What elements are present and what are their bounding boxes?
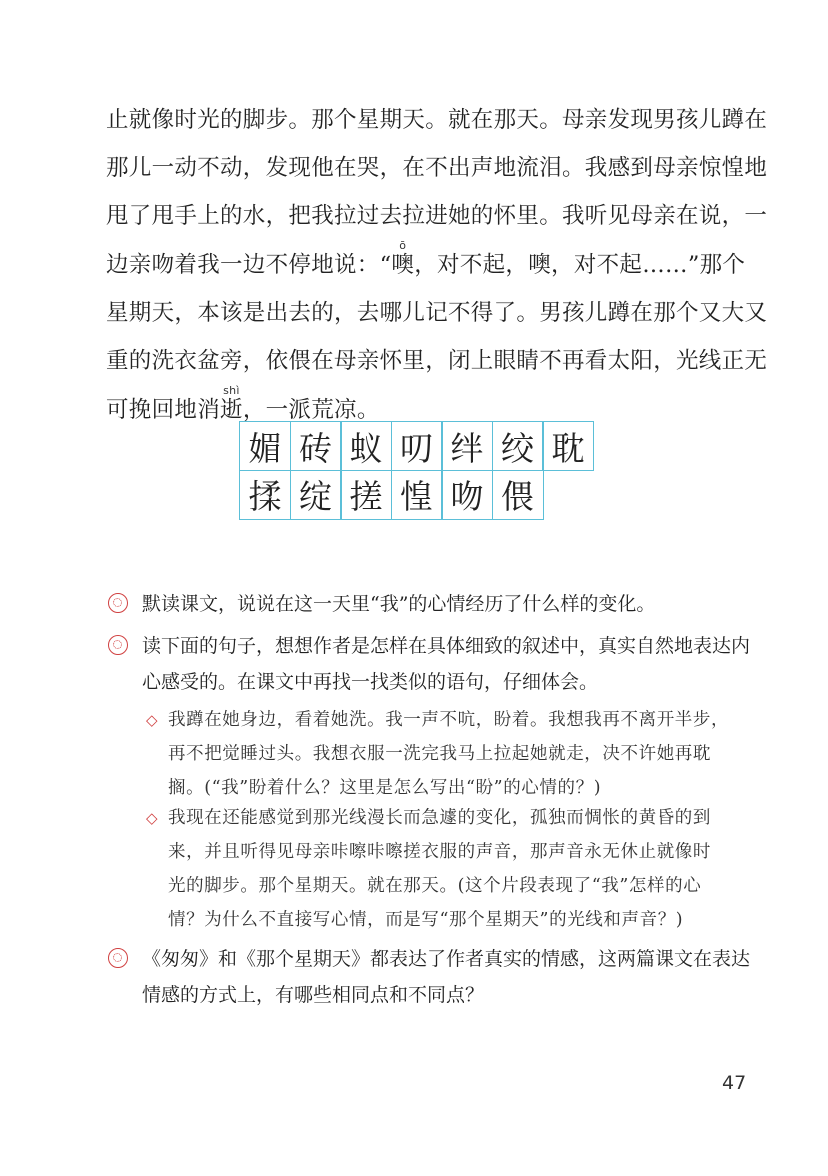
diamond-bullet-icon: ◇: [146, 809, 158, 827]
char-row-1: [239, 421, 593, 470]
char-cell: 绞: [492, 421, 544, 471]
char-cell: 媚: [239, 421, 291, 471]
seal-bullet-icon: [108, 593, 128, 613]
sentence-text: 情？为什么不直接写心情，而是写“那个星期天”的光线和声音？): [168, 910, 684, 930]
char-cell: 蚁: [340, 421, 392, 471]
char-cell: 偎: [492, 470, 544, 520]
char-cell: 吻: [441, 470, 493, 520]
exercise-text: 读下面的句子，想想作者是怎样在具体细致的叙述中，真实自然地表达内: [142, 635, 751, 657]
seal-bullet-icon: [108, 948, 128, 968]
story-line: 星期天，本该是出去的，去哪儿记不得了。男孩儿蹲在那个又大又: [106, 300, 768, 326]
story-line: 边亲吻着我一边不停地说：“噢ō，对不起，噢，对不起……”那个: [106, 239, 746, 278]
seal-bullet-icon: [108, 635, 128, 655]
pinyin-annotation: 噢ō: [391, 239, 415, 278]
char-cell: 砖: [290, 421, 342, 471]
sentence-text: 来，并且听得见母亲咔嚓咔嚓搓衣服的声音，那声音永无休止就像时: [168, 842, 711, 862]
exercise-text: 心感受的。在课文中再找一找类似的语句，仔细体会。: [142, 671, 599, 693]
char-cell: 绊: [441, 421, 493, 471]
sentence-text: 再不把觉睡过头。我想衣服一洗完我马上拉起她就走，决不许她再耽: [168, 744, 711, 764]
char-cell: 搓: [340, 470, 392, 520]
story-line: 重的洗衣盆旁，依偎在母亲怀里，闭上眼睛不再看太阳，光线正无: [106, 348, 768, 374]
sentence-text: 搁。(“我”盼着什么？这里是怎么写出“盼”的心情的？): [168, 778, 602, 798]
exercise-text: 情感的方式上，有哪些相同点和不同点？: [142, 984, 485, 1006]
story-line: 止就像时光的脚步。那个星期天。就在那天。母亲发现男孩儿蹲在: [106, 107, 768, 133]
char-cell: 叨: [391, 421, 443, 471]
sentence-text: 我蹲在她身边，看着她洗。我一声不吭，盼着。我想我再不离开半步，: [168, 710, 730, 730]
diamond-bullet-icon: ◇: [146, 711, 158, 729]
char-cell: 耽: [542, 421, 594, 471]
story-text: [106, 96, 768, 434]
new-characters-grid: [239, 421, 593, 518]
story-line: 那儿一动不动，发现他在哭，在不出声地流泪。我感到母亲惊惶地: [106, 155, 768, 181]
char-cell: 揉: [239, 470, 291, 520]
story-line: 可挽回地消逝shì，一派荒凉。: [106, 384, 380, 423]
page-number: 47: [722, 1072, 747, 1094]
exercise-text: 《匆匆》和《那个星期天》都表达了作者真实的情感，这两篇课文在表达: [142, 948, 751, 970]
pinyin-annotation: 逝shì: [220, 384, 243, 423]
sentence-text: 我现在还能感觉到那光线漫长而急遽的变化，孤独而惆怅的黄昏的到: [168, 808, 711, 828]
sentence-text: 光的脚步。那个星期天。就在那天。(这个片段表现了“我”怎样的心: [168, 876, 702, 896]
exercise-text: 默读课文，说说在这一天里“我”的心情经历了什么样的变化。: [142, 593, 656, 615]
char-row-2: [239, 470, 593, 519]
char-cell: 绽: [290, 470, 342, 520]
story-line: 甩了甩手上的水，把我拉过去拉进她的怀里。我听见母亲在说，一: [106, 203, 768, 229]
char-cell: 惶: [391, 470, 443, 520]
